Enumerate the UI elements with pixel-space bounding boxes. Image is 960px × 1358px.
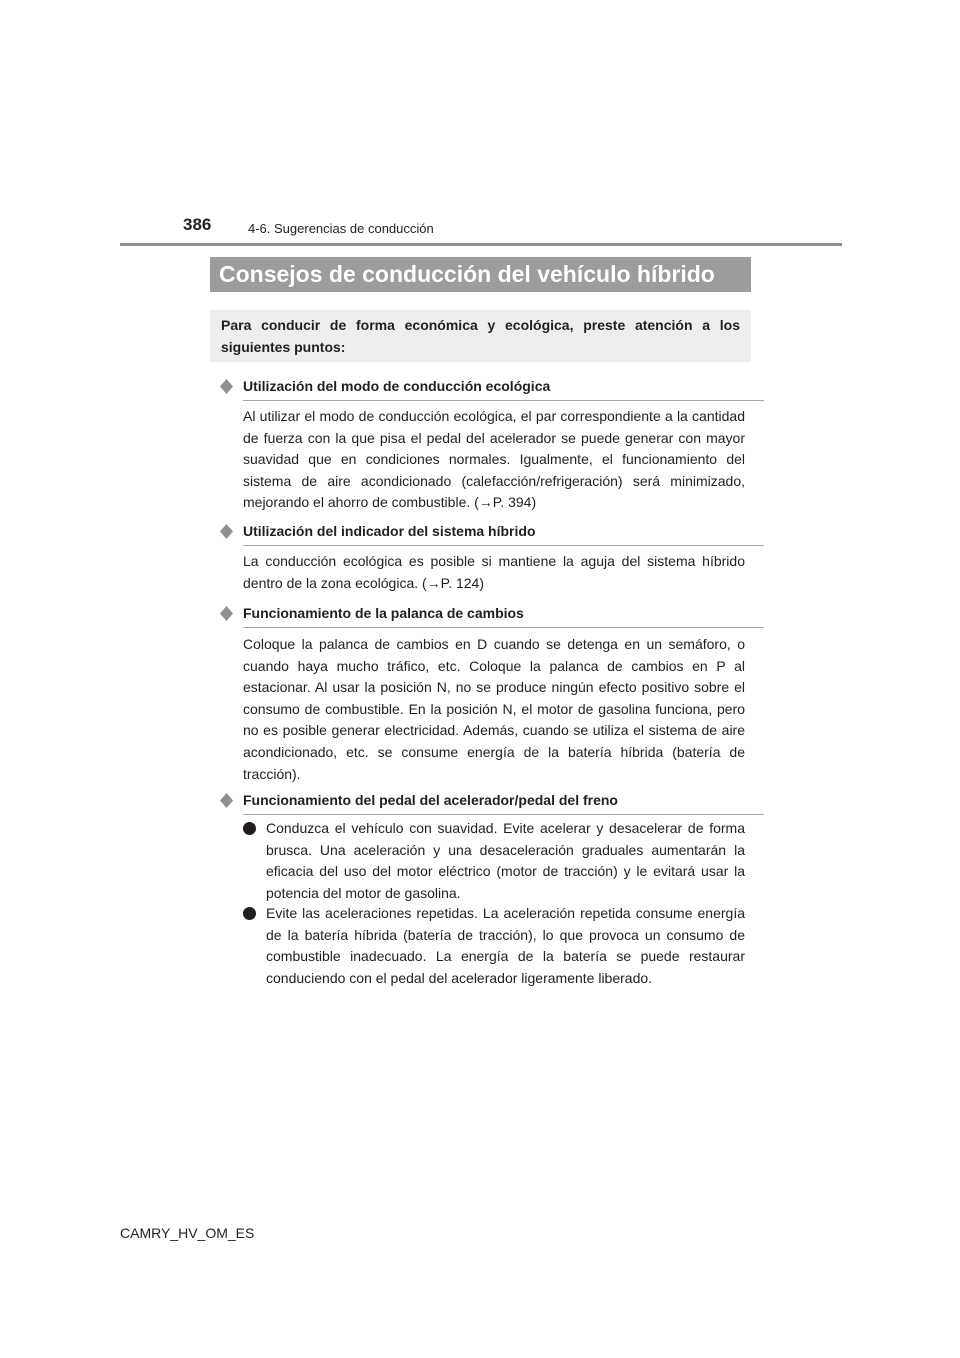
item-heading	[220, 602, 764, 628]
bullet-icon	[243, 822, 256, 835]
bullet-item	[243, 818, 745, 904]
paragraph: La conducción ecológica es posible si mantiene la aguja del sistema híbrido dentro de la zona ecológica. (→P. 124)	[243, 553, 745, 591]
diamond-icon	[220, 524, 233, 539]
intro-box: Para conducir de forma económica y ecológica, preste atención a los siguientes puntos:	[210, 310, 751, 362]
heading-text: Funcionamiento de la palanca de cambios	[243, 605, 524, 621]
section-label: 4-6. Sugerencias de conducción	[248, 221, 434, 236]
paragraph: Coloque la palanca de cambios en D cuando se detenga en un semáforo, o cuando haya mucho tráfico, etc. Coloque la palanca de cambios en P al estacionar. Al usar la posición N, no se produce ningún efecto positivo sobre el consumo de combustible. En la posición N, el motor de gasolina funciona, pero no es posible generar electricidad. Además, cuando se utiliza el sistema de aire acondicionado, etc. se consume energía de la batería híbrida (batería de tracción).	[243, 636, 745, 782]
diamond-icon	[220, 606, 233, 621]
page-number: 386	[183, 215, 212, 234]
bullet-icon	[243, 907, 256, 920]
heading-text: Utilización del indicador del sistema híbrido	[243, 523, 536, 539]
heading-text: Utilización del modo de conducción ecológica	[243, 378, 551, 394]
header-rule	[120, 243, 842, 246]
bullet-text: Evite las aceleraciones repetidas. La aceleración repetida consume energía de la batería híbrida (batería de tracción), lo que provoca un consumo de combustible inadecuado. La energía de la batería se puede restaurar conduciendo con el pedal del acelerador ligeramente liberado.	[266, 905, 745, 986]
page-title: Consejos de conducción del vehículo híbrido	[210, 257, 751, 292]
heading-rule	[243, 545, 764, 546]
heading-rule	[243, 814, 764, 815]
item-heading	[220, 789, 764, 815]
heading-rule	[243, 400, 764, 401]
bullet-item	[243, 903, 745, 989]
item-heading	[220, 375, 764, 401]
bullet-text: Conduzca el vehículo con suavidad. Evite acelerar y desacelerar de forma brusca. Una aceleración y una desaceleración graduales aumentarán la eficacia del uso del motor eléctrico (motor de tracción) y le evitará usar la potencia del motor de gasolina.	[266, 820, 745, 901]
paragraph: Al utilizar el modo de conducción ecológica, el par correspondiente a la cantidad de fuerza con la que pisa el pedal del acelerador se puede generar con mayor suavidad que en condiciones normales. Igualmente, el funcionamiento del sistema de aire acondicionado (calefacción/refrigeración) será minimizado, mejorando el ahorro de combustible. (→P. 394)	[243, 408, 745, 511]
heading-text: Funcionamiento del pedal del acelerador/pedal del freno	[243, 792, 618, 808]
item-heading	[220, 520, 764, 546]
heading-rule	[243, 627, 764, 628]
diamond-icon	[220, 379, 233, 394]
diamond-icon	[220, 793, 233, 808]
footer-code: CAMRY_HV_OM_ES	[120, 1225, 255, 1241]
